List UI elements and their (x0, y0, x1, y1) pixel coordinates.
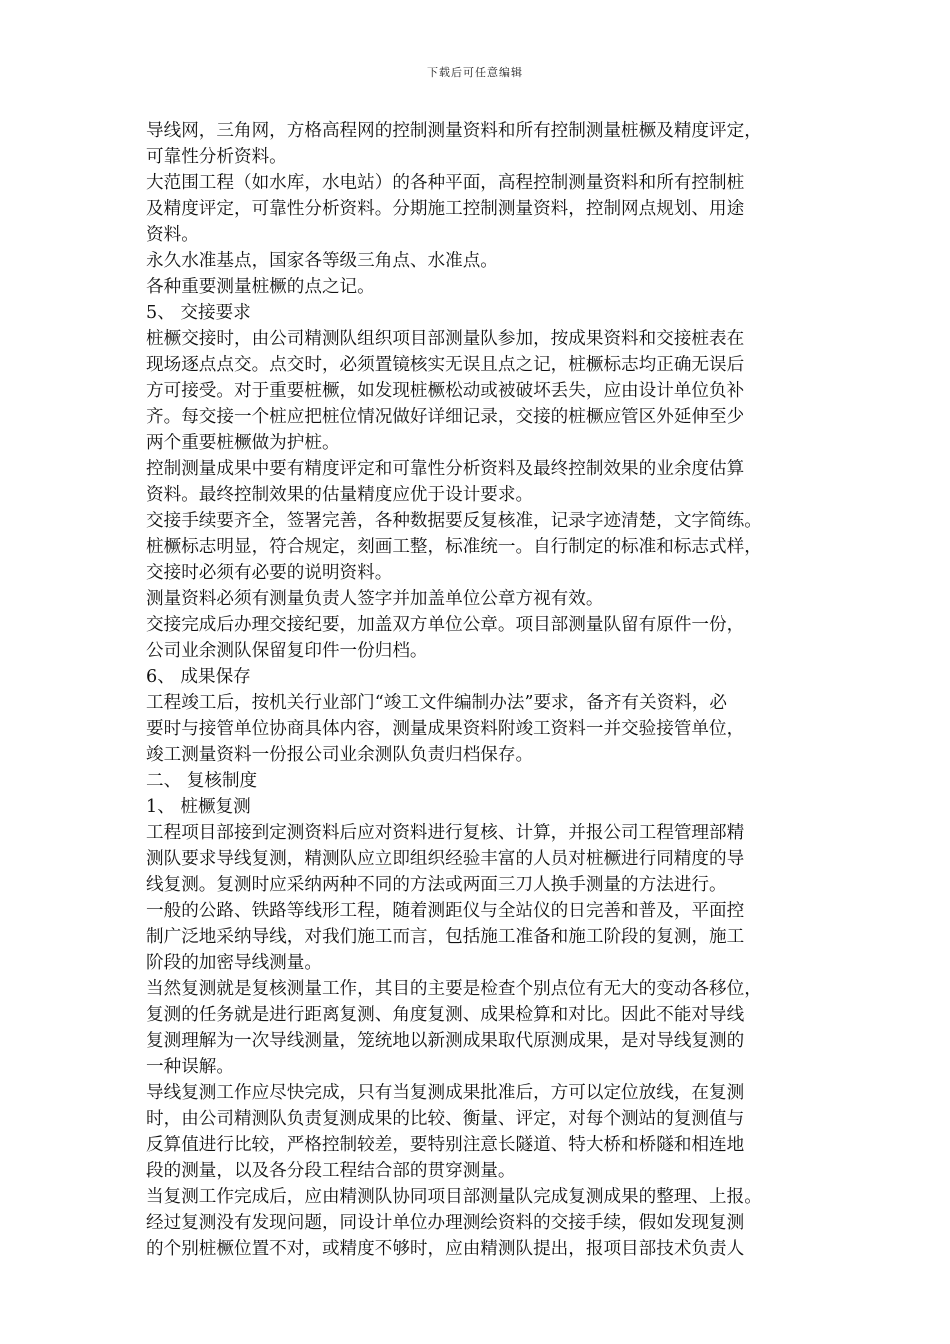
text-line: 测量资料必须有测量负责人签字并加盖单位公章方视有效。 (146, 589, 604, 609)
text-line: 可靠性分析资料。 (146, 147, 287, 167)
text-line: 交接手续要齐全，签署完善，各种数据要反复核准，记录字迹清楚，文字简练。 (146, 511, 762, 531)
text-line: 永久水准基点，国家各等级三角点、水准点。 (146, 251, 498, 271)
text-line: 反算值进行比较，严格控制较差，要特别注意长隧道、特大桥和桥隧和相连地 (146, 1135, 745, 1155)
text-line: 阶段的加密导线测量。 (146, 953, 322, 973)
text-line: 5、 交接要求 (146, 303, 251, 323)
text-line: 制广泛地采纳导线，对我们施工而言，包括施工准备和施工阶段的复测，施工 (146, 927, 745, 947)
text-line: 线复测。复测时应采纳两种不同的方法或两面三刀人换手测量的方法进行。 (146, 875, 727, 895)
text-line: 工程竣工后，按机关行业部门“竣工文件编制办法”要求，备齐有关资料，必 (146, 693, 727, 713)
text-line: 二、 复核制度 (146, 771, 258, 791)
text-line: 1、 桩橛复测 (146, 797, 251, 817)
text-line: 公司业余测队保留复印件一份归档。 (146, 641, 428, 661)
text-line: 6、 成果保存 (146, 667, 251, 687)
text-line: 工程项目部接到定测资料后应对资料进行复核、计算，并报公司工程管理部精 (146, 823, 745, 843)
text-line: 资料。 (146, 225, 199, 245)
text-line: 导线网，三角网，方格高程网的控制测量资料和所有控制测量桩橛及精度评定， (146, 121, 762, 141)
text-line: 时，由公司精测队负责复测成果的比较、衡量、评定，对每个测站的复测值与 (146, 1109, 745, 1129)
text-line: 资料。最终控制效果的估量精度应优于设计要求。 (146, 485, 534, 505)
text-line: 控制测量成果中要有精度评定和可靠性分析资料及最终控制效果的业余度估算 (146, 459, 745, 479)
text-line: 及精度评定，可靠性分析资料。分期施工控制测量资料，控制网点规划、用途 (146, 199, 745, 219)
text-line: 大范围工程（如水库，水电站）的各种平面，高程控制测量资料和所有控制桩 (146, 173, 745, 193)
text-line: 交接完成后办理交接纪要，加盖双方单位公章。项目部测量队留有原件一份， (146, 615, 745, 635)
text-line: 一般的公路、铁路等线形工程，随着测距仪与全站仪的日完善和普及，平面控 (146, 901, 745, 921)
text-line: 桩橛交接时，由公司精测队组织项目部测量队参加，按成果资料和交接桩表在 (146, 329, 745, 349)
text-line: 桩橛标志明显，符合规定，刻画工整，标准统一。自行制定的标准和标志式样， (146, 537, 762, 557)
text-line: 段的测量，以及各分段工程结合部的贯穿测量。 (146, 1161, 516, 1181)
text-line: 齐。每交接一个桩应把桩位情况做好详细记录，交接的桩橛应管区外延伸至少 (146, 407, 745, 427)
page-header: 下载后可任意编辑 (427, 66, 523, 79)
text-line: 要时与接管单位协商具体内容，测量成果资料附竣工资料一并交验接管单位， (146, 719, 745, 739)
text-line: 当复测工作完成后，应由精测队协同项目部测量队完成复测成果的整理、上报。 (146, 1187, 762, 1207)
text-line: 的个别桩橛位置不对，或精度不够时，应由精测队提出，报项目部技术负责人 (146, 1239, 745, 1259)
text-line: 复测的任务就是进行距离复测、角度复测、成果检算和对比。因此不能对导线 (146, 1005, 745, 1025)
text-line: 经过复测没有发现问题，同设计单位办理测绘资料的交接手续，假如发现复测 (146, 1213, 745, 1233)
text-line: 现场逐点点交。点交时，必须置镜核实无误且点之记，桩橛标志均正确无误后 (146, 355, 745, 375)
text-line: 测队要求导线复测，精测队应立即组织经验丰富的人员对桩橛进行同精度的导 (146, 849, 745, 869)
text-line: 一种误解。 (146, 1057, 234, 1077)
text-line: 复测理解为一次导线测量，笼统地以新测成果取代原测成果，是对导线复测的 (146, 1031, 745, 1051)
text-line: 导线复测工作应尽快完成，只有当复测成果批准后，方可以定位放线，在复测 (146, 1083, 745, 1103)
text-line: 交接时必须有必要的说明资料。 (146, 563, 393, 583)
text-line: 两个重要桩橛做为护桩。 (146, 433, 340, 453)
text-line: 当然复测就是复核测量工作，其目的主要是检查个别点位有无大的变动各移位， (146, 979, 762, 999)
text-line: 各种重要测量桩橛的点之记。 (146, 277, 375, 297)
text-line: 方可接受。对于重要桩橛，如发现桩橛松动或被破坏丢失，应由设计单位负补 (146, 381, 745, 401)
document-body (146, 118, 810, 1262)
text-line: 竣工测量资料一份报公司业余测队负责归档保存。 (146, 745, 534, 765)
